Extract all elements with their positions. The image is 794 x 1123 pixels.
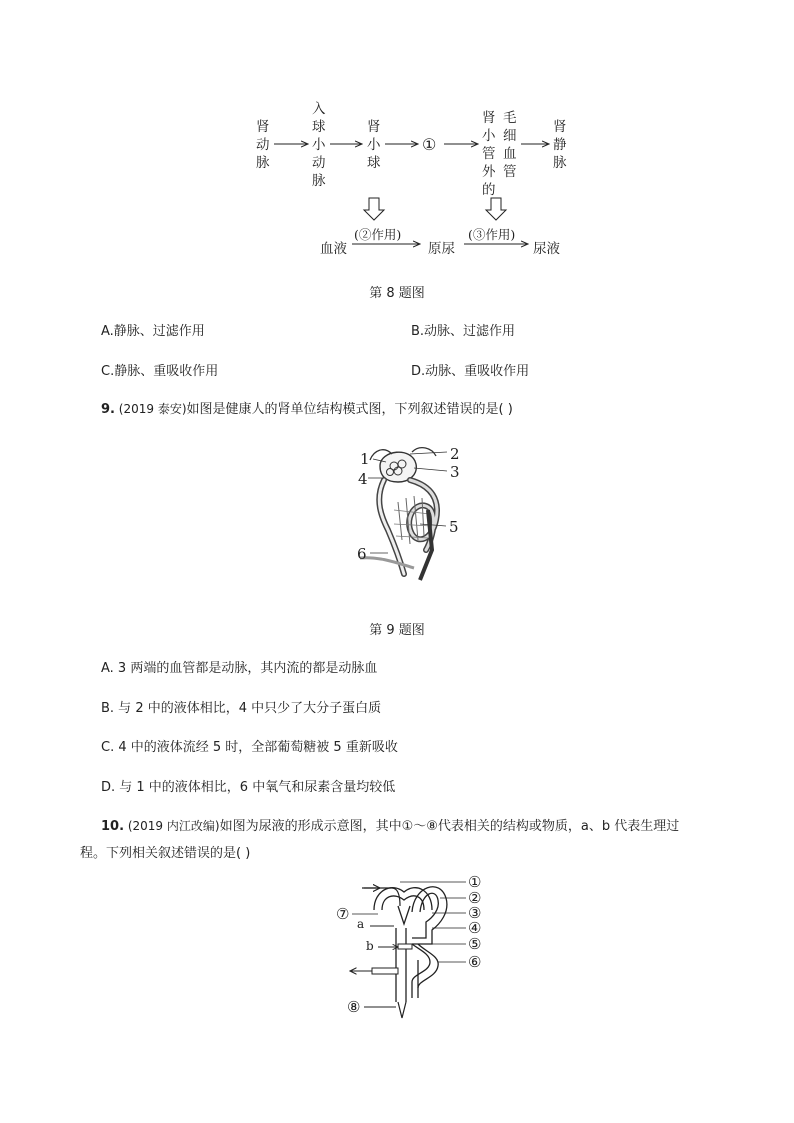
q9-option-a: A. 3 两端的血管都是动脉，其内流的都是动脉血 <box>101 661 378 676</box>
fig10-label-5: ⑤ <box>468 935 482 953</box>
renal-artery-label: 肾 动 脉 <box>256 119 270 171</box>
q9-option-c: C. 4 中的液体流经 5 时，全部葡萄糖被 5 重新吸收 <box>101 740 398 755</box>
capillary-label: 毛 细 血 管 <box>503 110 517 180</box>
fig10-label-3: ③ <box>468 904 482 922</box>
q8-option-b: B.动脉、过滤作用 <box>411 324 516 339</box>
effect-3-label: (③作用) <box>468 227 516 242</box>
fig10-label-2: ② <box>468 889 482 907</box>
figure-8-caption: 第 8 题图 <box>369 286 425 301</box>
q9-number: 9. <box>101 402 115 417</box>
nephron-label-4: 4 <box>358 470 368 488</box>
blood-label: 血液 <box>320 241 347 257</box>
outside-tubule-label: 肾 小 管 外 的 <box>482 110 496 198</box>
nephron-label-3: 3 <box>450 463 460 481</box>
fig10-label-1: ① <box>468 873 482 891</box>
nephron-label-5: 5 <box>449 518 459 536</box>
circle-1-label: ① <box>422 135 437 154</box>
nephron-label-2: 2 <box>450 445 460 463</box>
q8-option-c: C.静脉、重吸收作用 <box>101 364 219 379</box>
fig10-label-6: ⑥ <box>468 953 482 971</box>
fig10-label-b: b <box>366 939 374 953</box>
q10-source: (2019 内江改编) <box>124 819 220 833</box>
nephron-label-1: 1 <box>360 450 370 468</box>
afferent-arteriole-label: 入 球 小 动 脉 <box>312 101 326 189</box>
q10-number: 10. <box>101 819 125 834</box>
glomerulus-label: 肾 小 球 <box>367 119 381 171</box>
figure-9-caption: 第 9 题图 <box>369 623 425 638</box>
fig10-label-4: ④ <box>468 919 482 937</box>
fig10-label-8: ⑧ <box>347 998 361 1016</box>
q9-source: (2019 泰安) <box>114 402 187 416</box>
nephron-label-6: 6 <box>357 545 367 563</box>
effect-2-label: (②作用) <box>354 227 402 242</box>
fig10-label-a: a <box>357 917 365 931</box>
q9-option-d: D. 与 1 中的液体相比，6 中氧气和尿素含量均较低 <box>101 780 396 795</box>
q9-question: 如图是健康人的肾单位结构模式图，下列叙述错误的是( ) <box>186 402 513 417</box>
q8-option-d: D.动脉、重吸收作用 <box>411 364 530 379</box>
renal-vein-label: 肾 静 脉 <box>553 119 567 171</box>
fig10-label-7: ⑦ <box>336 905 350 923</box>
primary-urine-label: 原尿 <box>428 241 455 257</box>
urine-label: 尿液 <box>533 241 560 257</box>
q10-question-line-2: 程。下列相关叙述错误的是( ) <box>80 846 251 861</box>
q8-option-a: A.静脉、过滤作用 <box>101 324 205 339</box>
q10-question-line-1: 如图为尿液的形成示意图，其中①～⑧代表相关的结构或物质，a、b 代表生理过 <box>219 819 680 834</box>
q9-option-b: B. 与 2 中的液体相比，4 中只少了大分子蛋白质 <box>101 701 382 716</box>
